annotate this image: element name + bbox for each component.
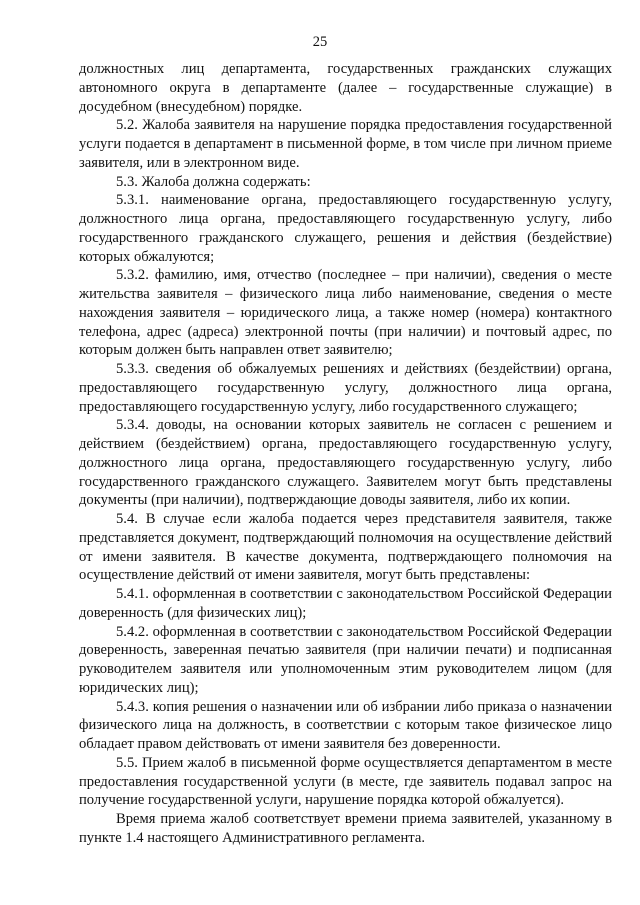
paragraph: 5.3.4. доводы, на основании которых заявитель не согласен с решением и действием (бездействием) органа, предоставляющего государственную услугу, должностного лица органа, предоставляющего государственную услугу, либо государственного гражданского служащего. Заявителем могут быть представлены документы (при наличии), подтверждающие доводы заявителя, либо их копии. (79, 417, 612, 509)
paragraph: 5.3.1. наименование органа, предоставляющего государственную услугу, должностного лица органа, предоставляющего государственную услугу, либо государственного гражданского служащего, решения и действия (бездействие) которых обжалуются; (79, 192, 612, 265)
paragraph: 5.4.2. оформленная в соответствии с законодательством Российской Федерации доверенность, заверенная печатью заявителя (при наличии печати) и подписанная руководителем заявителя или уполномоченным этим руководителем лицом (для юридических лиц); (79, 623, 612, 696)
paragraph: 5.4.1. оформленная в соответствии с законодательством Российской Федерации доверенность (для физических лиц); (79, 586, 612, 621)
page-number: 25 (312, 34, 328, 50)
paragraph: 5.4. В случае если жалоба подается через представителя заявителя, также представляется документ, подтверждающий полномочия на осуществление действий от имени заявителя. В качестве документа, подтверждающего полномочия на осуществление действий от имени заявителя, могут быть представлены: (79, 511, 612, 584)
paragraph: 5.3.3. сведения об обжалуемых решениях и действиях (бездействии) органа, предоставляющего государственную услугу, должностного лица органа, предоставляющего государственную услугу, либо государственного служащего; (79, 361, 612, 415)
paragraph: 5.4.3. копия решения о назначении или об избрании либо приказа о назначении физического лица на должность, в соответствии с которым такое физическое лицо обладает правом действовать от имени заявителя без доверенности. (79, 698, 612, 752)
paragraph: Время приема жалоб соответствует времени приема заявителей, указанному в пункте 1.4 настоящего Административного регламента. (79, 811, 612, 846)
paragraph: 5.3.2. фамилию, имя, отчество (последнее – при наличии), сведения о месте жительства заявителя – физического лица либо наименование, сведения о месте нахождения заявителя – юридического лица, а также номер (номера) контактного телефона, адрес (адреса) электронной почты (при наличии) и почтовый адрес, по которым должен быть направлен ответ заявителю; (79, 267, 612, 359)
paragraph: 5.3. Жалоба должна содержать: (116, 173, 311, 190)
document-body (79, 60, 612, 848)
paragraph: должностных лиц департамента, государственных гражданских служащих автономного округа в департаменте (далее – государственные служащие) в досудебном (внесудебном) порядке. (79, 61, 612, 115)
paragraph: 5.2. Жалоба заявителя на нарушение порядка предоставления государственной услуги подается в департамент в письменной форме, в том числе при личном приеме заявителя, или в электронном виде. (79, 117, 612, 171)
paragraph: 5.5. Прием жалоб в письменной форме осуществляется департаментом в месте предоставления государственной услуги (в месте, где заявитель подавал запрос на получение государственной услуги, нарушение порядка которой обжалуется). (79, 754, 612, 809)
